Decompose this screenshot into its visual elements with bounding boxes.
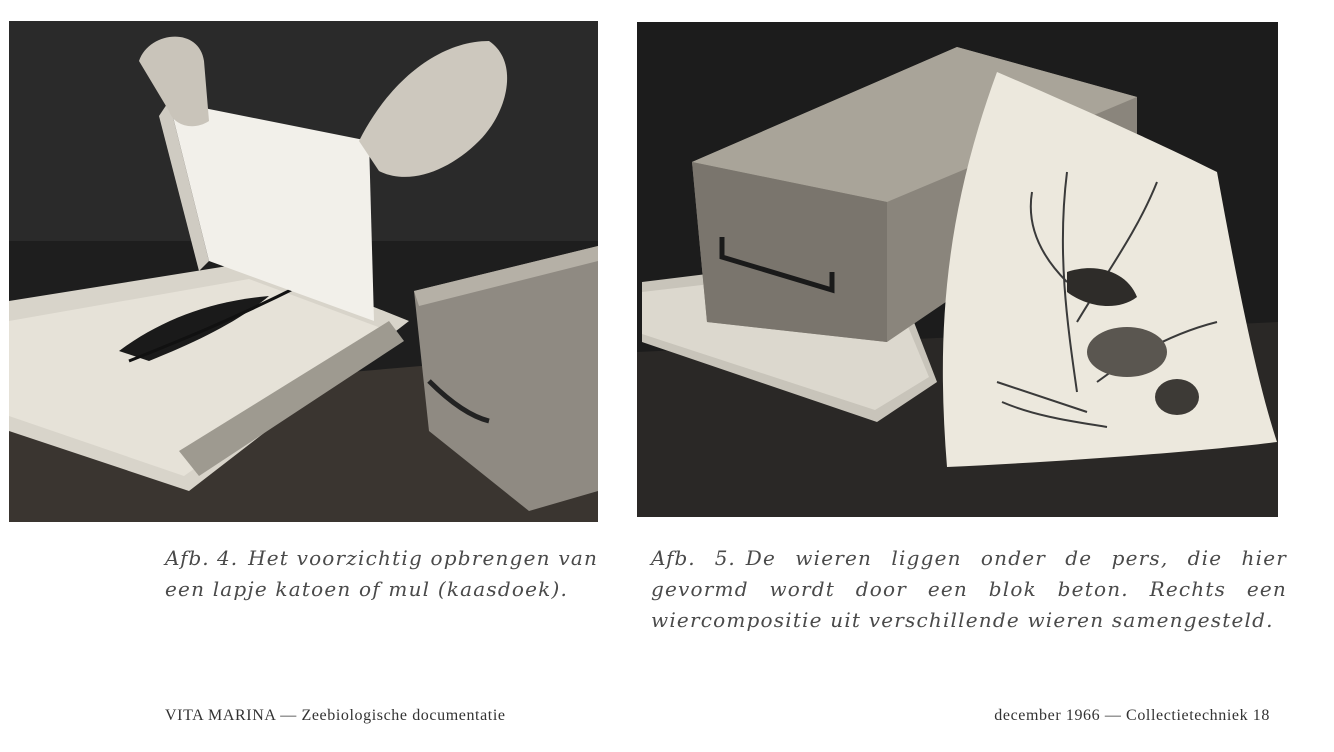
figure-4-label: Afb. 4.: [165, 546, 239, 570]
footer-publication: VITA MARINA — Zeebiologische documentatie: [165, 707, 506, 724]
figure-4-caption-text: Het voorzichtig opbrengen van een lapje katoen of mul (kaasdoek).: [165, 546, 599, 601]
figure-5-label: Afb. 5.: [651, 546, 736, 570]
figure-4-photo: [9, 21, 598, 522]
photo-seaweed-press: [637, 22, 1278, 517]
figure-5-caption: [651, 543, 1287, 636]
footer-issue-page: december 1966 — Collectietechniek 18: [994, 707, 1270, 724]
figure-5-caption-text: De wieren liggen onder de pers, die hier gevormd wordt door een blok beton. Rechts een wiercompositie uit verschillende wieren samengesteld.: [651, 546, 1287, 632]
photo-hands-applying-cloth: [9, 21, 598, 522]
figure-5-photo: [637, 22, 1278, 517]
figure-4-caption: [165, 543, 610, 605]
